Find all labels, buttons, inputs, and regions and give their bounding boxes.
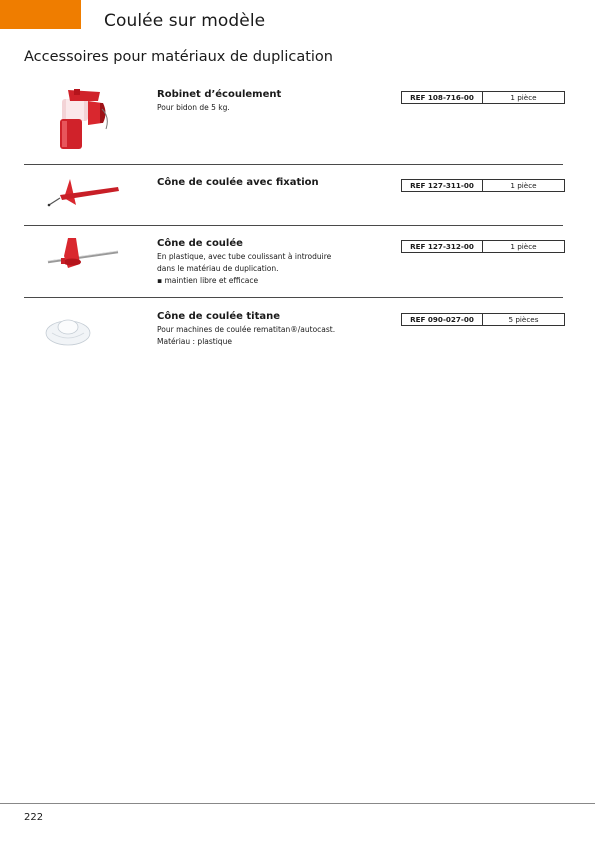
page-subtitle: Accessoires pour matériaux de duplication xyxy=(24,49,333,65)
product-name: Robinet d’écoulement xyxy=(157,89,282,100)
product-info xyxy=(157,311,377,348)
product-name: Cône de coulée avec fixation xyxy=(157,177,319,188)
funnel-with-tube-image xyxy=(24,238,132,304)
reference-box xyxy=(401,91,565,104)
product-name: Cône de coulée titane xyxy=(157,311,281,322)
clear-cone-image xyxy=(24,311,132,377)
product-info xyxy=(157,238,377,287)
quantity-label: 1 pièce xyxy=(510,93,537,102)
reference-code: REF 127-311-00 xyxy=(402,180,483,191)
funnel-with-rod-image xyxy=(24,177,132,243)
product-info xyxy=(157,89,377,114)
reference-box xyxy=(401,240,565,253)
product-description: Pour machines de coulée rematitan®/autocast. Matériau : plastique xyxy=(157,325,336,346)
section-title: Coulée sur modèle xyxy=(104,11,266,31)
orange-header-tab xyxy=(0,0,81,29)
product-name: Cône de coulée xyxy=(157,238,243,249)
reference-box xyxy=(401,179,565,192)
product-description: En plastique, avec tube coulissant à introduire dans le matériau de duplication. ▪ maintien libre et efficace xyxy=(157,252,332,285)
footer-divider xyxy=(0,803,595,804)
page-number: 222 xyxy=(24,812,44,823)
reference-box xyxy=(401,313,565,326)
quantity-label: 1 pièce xyxy=(510,242,537,251)
divider xyxy=(24,225,563,226)
reference-code: REF 127-312-00 xyxy=(402,241,483,252)
quantity-label: 1 pièce xyxy=(510,181,537,190)
quantity-label: 5 pièces xyxy=(508,315,539,324)
product-info xyxy=(157,177,377,190)
divider xyxy=(24,297,563,298)
divider xyxy=(24,164,563,165)
reference-code: REF 108-716-00 xyxy=(402,92,483,103)
reference-code: REF 090-027-00 xyxy=(402,314,483,325)
tap-image xyxy=(24,89,132,155)
product-description: Pour bidon de 5 kg. xyxy=(157,103,230,112)
